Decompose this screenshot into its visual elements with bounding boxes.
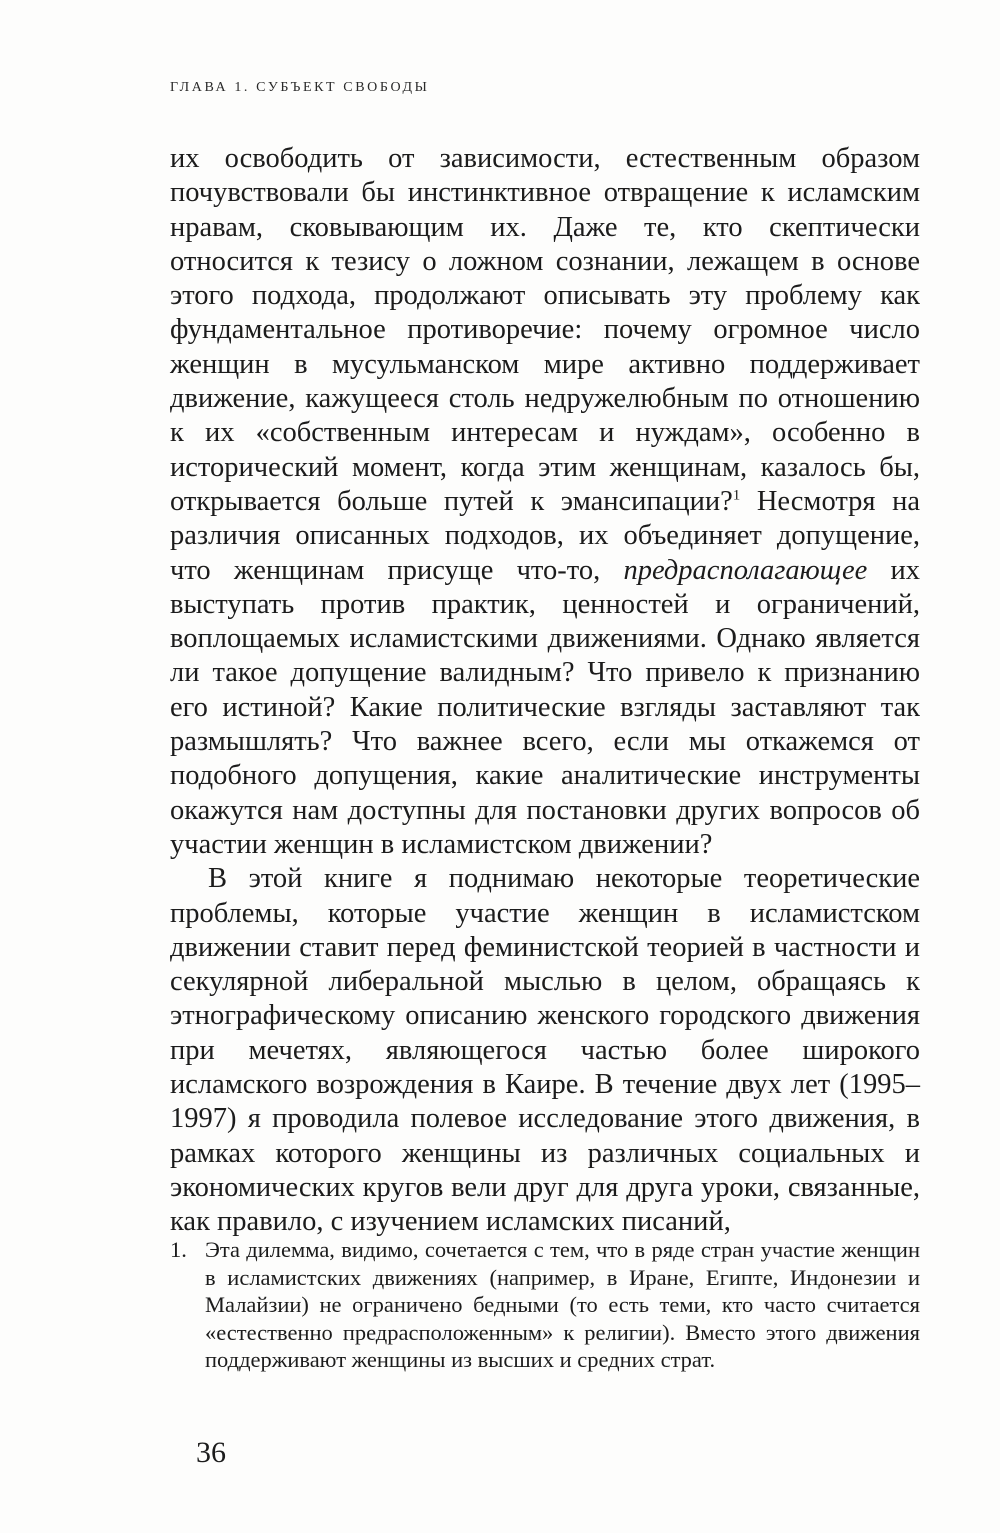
- paragraph-1-part-1: их освободить от зависимости, естественным образом почувствовали бы инстинктивное отвращение к исламским нравам, сковывающим их. Даже те, кто скептически относится к тезису о ложном сознании, лежащем в основе этого подхода, продолжают описывать эту проблему как фундаментальное противоречие: почему огромное число женщин в мусульманском мире активно поддерживает движение, кажущееся столь недружелюбным по отношению к их «собственным интересам и нуждам», особенно в исторический момент, когда этим женщинам, казалось бы, открывается больше путей к эмансипации?: [170, 143, 920, 517]
- footnote-number: 1.: [170, 1237, 187, 1262]
- paragraph-1: [170, 142, 920, 862]
- emphasized-word: предрасполагающее: [623, 554, 868, 586]
- paragraph-1-part-2: Несмотря на различия описанных подходов, их объединяет допущение, что женщинам присуще что-то,: [170, 485, 920, 586]
- footnote: [170, 1236, 920, 1374]
- running-head: ГЛАВА 1. СУБЪЕКТ СВОБОДЫ: [170, 80, 430, 95]
- main-text: [170, 142, 920, 1240]
- paragraph-1-part-3: их выступать против практик, ценностей и ограничений, воплощаемых исламистскими движениями. Однако является ли такое допущение валидным? Что привело к признанию его истиной? Какие политические взгляды заставляют так размышлять? Что важнее всего, если мы откажемся от подобного допущения, какие аналитические инструменты окажутся нам доступны для постановки других вопросов об участии женщин в исламистском движении?: [170, 554, 920, 860]
- footnote-reference[interactable]: 1: [732, 487, 741, 504]
- page-number: 36: [196, 1436, 226, 1469]
- footnote-text: Эта дилемма, видимо, сочетается с тем, что в ряде стран участие женщин в исламистских движениях (например, в Иране, Египте, Индонезии и Малайзии) не ограничено бедными (то есть теми, кто часто считается «естественно предрасположенным» к религии). Вместо этого движения поддерживают женщины из высших и средних страт.: [205, 1237, 920, 1372]
- paragraph-2: В этой книге я поднимаю некоторые теоретические проблемы, которые участие женщин в исламистском движении ставит перед феминистской теорией в частности и секулярной либеральной мыслью в целом, обращаясь к этнографическому описанию женского городского движения при мечетях, являющегося частью более широкого исламского возрождения в Каире. В течение двух лет (1995–1997) я проводила полевое исследование этого движения, в рамках которого женщины из различных социальных и экономических кругов вели друг для друга уроки, связанные, как правило, с изучением исламских писаний,: [170, 863, 920, 1238]
